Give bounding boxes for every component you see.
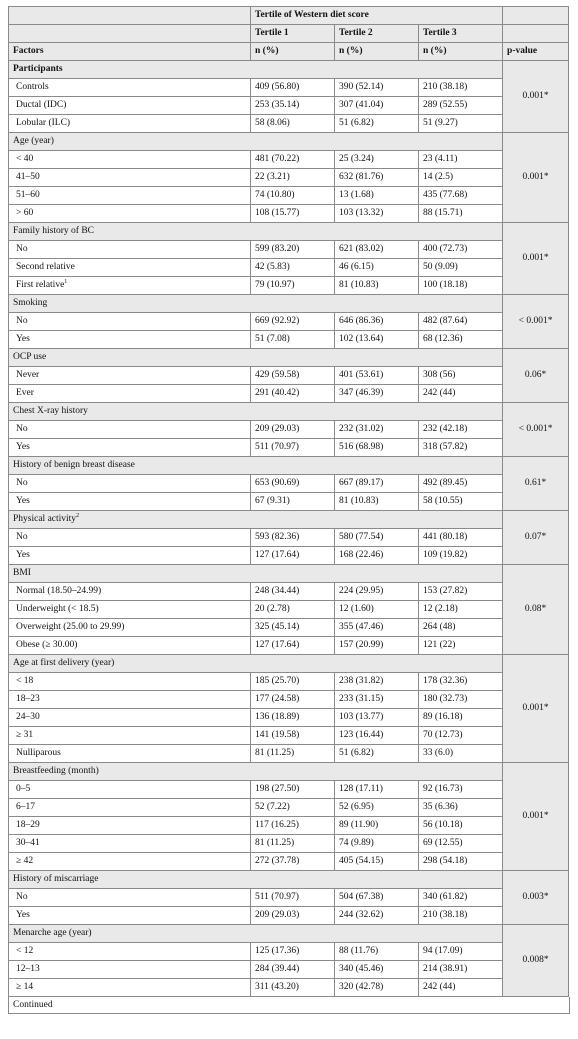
table-row bbox=[9, 637, 569, 655]
row-label: 24–30 bbox=[9, 709, 251, 727]
tertile-3-cell: 121 (22) bbox=[419, 637, 503, 655]
tertile-2-cell: 46 (6.15) bbox=[335, 259, 419, 277]
tertile-2-cell: 81 (10.83) bbox=[335, 277, 419, 295]
row-label: Overweight (25.00 to 29.99) bbox=[9, 619, 251, 637]
tertile-3-cell: 210 (38.18) bbox=[419, 907, 503, 925]
tertile-1-cell: 209 (29.03) bbox=[251, 907, 335, 925]
row-label: Obese (≥ 30.00) bbox=[9, 637, 251, 655]
tertile-1-cell: 291 (40.42) bbox=[251, 385, 335, 403]
tertile-2-cell: 580 (77.54) bbox=[335, 529, 419, 547]
tertile-1-cell: 141 (19.58) bbox=[251, 727, 335, 745]
tertile-3-cell: 289 (52.55) bbox=[419, 97, 503, 115]
tertile-1-cell: 429 (59.58) bbox=[251, 367, 335, 385]
section-header-row bbox=[9, 457, 569, 475]
continued-note: Continued bbox=[8, 997, 570, 1014]
tertile-2-cell: 390 (52.14) bbox=[335, 79, 419, 97]
tertile-2-cell: 51 (6.82) bbox=[335, 745, 419, 763]
tertile-2-cell: 13 (1.68) bbox=[335, 187, 419, 205]
section-header-row bbox=[9, 223, 569, 241]
table-row bbox=[9, 673, 569, 691]
table-row bbox=[9, 943, 569, 961]
row-label: 41–50 bbox=[9, 169, 251, 187]
table-row bbox=[9, 547, 569, 565]
tertile-2-cell: 128 (17.11) bbox=[335, 781, 419, 799]
section-title: History of miscarriage bbox=[9, 871, 503, 889]
tertile-1-cell: 22 (3.21) bbox=[251, 169, 335, 187]
tertile-3-cell: 14 (2.5) bbox=[419, 169, 503, 187]
table-row bbox=[9, 601, 569, 619]
tertile-2-cell: 103 (13.77) bbox=[335, 709, 419, 727]
tertile-3-cell: 35 (6.36) bbox=[419, 799, 503, 817]
p-value-cell: 0.008* bbox=[503, 925, 569, 997]
row-label: No bbox=[9, 313, 251, 331]
table-container bbox=[8, 6, 570, 1014]
tertile-1-cell: 74 (10.80) bbox=[251, 187, 335, 205]
tertile-1-cell: 325 (45.14) bbox=[251, 619, 335, 637]
tertile-3-cell: 70 (12.73) bbox=[419, 727, 503, 745]
tertile-1-header: Tertile 1 bbox=[251, 25, 335, 43]
section-header-row bbox=[9, 403, 569, 421]
tertile-3-cell: 318 (57.82) bbox=[419, 439, 503, 457]
tertile-2-cell: 405 (54.15) bbox=[335, 853, 419, 871]
section-header-row bbox=[9, 133, 569, 151]
tertile-3-cell: 178 (32.36) bbox=[419, 673, 503, 691]
p-value-cell: 0.07* bbox=[503, 511, 569, 565]
row-label: No bbox=[9, 421, 251, 439]
row-label: Ductal (IDC) bbox=[9, 97, 251, 115]
row-label: < 18 bbox=[9, 673, 251, 691]
tertile-3-cell: 400 (72.73) bbox=[419, 241, 503, 259]
section-header-row bbox=[9, 511, 569, 529]
section-title: Age (year) bbox=[9, 133, 503, 151]
section-title: Family history of BC bbox=[9, 223, 503, 241]
table-row bbox=[9, 709, 569, 727]
header-row-group bbox=[9, 7, 569, 25]
tertile-1-cell: 653 (90.69) bbox=[251, 475, 335, 493]
table-row bbox=[9, 961, 569, 979]
p-value-cell: 0.001* bbox=[503, 763, 569, 871]
tertile-3-cell: 33 (6.0) bbox=[419, 745, 503, 763]
tertile-1-cell: 198 (27.50) bbox=[251, 781, 335, 799]
table-row bbox=[9, 313, 569, 331]
row-label: No bbox=[9, 889, 251, 907]
row-label: > 60 bbox=[9, 205, 251, 223]
tertile-1-cell: 209 (29.03) bbox=[251, 421, 335, 439]
tertile-2-cell: 233 (31.15) bbox=[335, 691, 419, 709]
row-label: Second relative bbox=[9, 259, 251, 277]
tertile-1-cell: 79 (10.97) bbox=[251, 277, 335, 295]
table-row bbox=[9, 727, 569, 745]
section-header-row bbox=[9, 295, 569, 313]
row-label: Yes bbox=[9, 493, 251, 511]
table-row bbox=[9, 475, 569, 493]
section-header-row bbox=[9, 763, 569, 781]
row-label: 6–17 bbox=[9, 799, 251, 817]
tertile-3-cell: 69 (12.55) bbox=[419, 835, 503, 853]
table-row bbox=[9, 187, 569, 205]
tertile-2-cell: 646 (86.36) bbox=[335, 313, 419, 331]
section-title: Physical activity$^2$ bbox=[9, 511, 503, 529]
tertile-2-header: Tertile 2 bbox=[335, 25, 419, 43]
tertile-2-cell: 12 (1.60) bbox=[335, 601, 419, 619]
tertile-1-cell: 177 (24.58) bbox=[251, 691, 335, 709]
tertile-1-cell: 67 (9.31) bbox=[251, 493, 335, 511]
tertile-2-cell: 103 (13.32) bbox=[335, 205, 419, 223]
section-header-row bbox=[9, 349, 569, 367]
tertile-3-cell: 89 (16.18) bbox=[419, 709, 503, 727]
tertile-1-cell: 81 (11.25) bbox=[251, 835, 335, 853]
table-row bbox=[9, 799, 569, 817]
table-row bbox=[9, 241, 569, 259]
tertile-3-cell: 153 (27.82) bbox=[419, 583, 503, 601]
table-row bbox=[9, 115, 569, 133]
tertile-2-cell: 81 (10.83) bbox=[335, 493, 419, 511]
tertile-2-cell: 320 (42.78) bbox=[335, 979, 419, 997]
tertile-1-cell: 669 (92.92) bbox=[251, 313, 335, 331]
footnote-marker: 2 bbox=[76, 512, 80, 519]
tertile-1-cell: 511 (70.97) bbox=[251, 889, 335, 907]
footnote-marker: 1 bbox=[64, 278, 68, 285]
tertile-3-cell: 180 (32.73) bbox=[419, 691, 503, 709]
tertile-1-cell: 52 (7.22) bbox=[251, 799, 335, 817]
tertile-3-cell: 242 (44) bbox=[419, 979, 503, 997]
tertile-1-cell: 125 (17.36) bbox=[251, 943, 335, 961]
tertile-3-cell: 308 (56) bbox=[419, 367, 503, 385]
table-row bbox=[9, 79, 569, 97]
table-row bbox=[9, 151, 569, 169]
unit-header-1: n (%) bbox=[251, 43, 335, 61]
tertile-3-cell: 210 (38.18) bbox=[419, 79, 503, 97]
table-row bbox=[9, 97, 569, 115]
tertile-1-cell: 185 (25.70) bbox=[251, 673, 335, 691]
tertile-3-cell: 435 (77.68) bbox=[419, 187, 503, 205]
pvalue-header-spacer bbox=[503, 7, 569, 25]
row-label: 12–13 bbox=[9, 961, 251, 979]
tertile-2-cell: 355 (47.46) bbox=[335, 619, 419, 637]
tertile-2-cell: 74 (9.89) bbox=[335, 835, 419, 853]
header-row-units bbox=[9, 43, 569, 61]
table-row bbox=[9, 979, 569, 997]
table-row bbox=[9, 439, 569, 457]
unit-header-3: n (%) bbox=[419, 43, 503, 61]
tertile-2-cell: 347 (46.39) bbox=[335, 385, 419, 403]
p-value-cell: 0.06* bbox=[503, 349, 569, 403]
section-title: Participants bbox=[9, 61, 503, 79]
tertile-2-cell: 244 (32.62) bbox=[335, 907, 419, 925]
p-value-cell: 0.61* bbox=[503, 457, 569, 511]
table-row bbox=[9, 745, 569, 763]
table-row bbox=[9, 889, 569, 907]
tertile-3-cell: 23 (4.11) bbox=[419, 151, 503, 169]
table-row bbox=[9, 781, 569, 799]
tertile-2-cell: 632 (81.76) bbox=[335, 169, 419, 187]
section-header-row bbox=[9, 655, 569, 673]
row-label: 30–41 bbox=[9, 835, 251, 853]
tertile-3-cell: 214 (38.91) bbox=[419, 961, 503, 979]
tertile-1-cell: 108 (15.77) bbox=[251, 205, 335, 223]
tertile-1-cell: 409 (56.80) bbox=[251, 79, 335, 97]
section-title: History of benign breast disease bbox=[9, 457, 503, 475]
table-row bbox=[9, 259, 569, 277]
tertile-group-header: Tertile of Western diet score bbox=[251, 7, 503, 25]
factors-header: Factors bbox=[9, 43, 251, 61]
tertile-1-cell: 81 (11.25) bbox=[251, 745, 335, 763]
row-label: 0–5 bbox=[9, 781, 251, 799]
section-title: BMI bbox=[9, 565, 503, 583]
tertile-2-cell: 340 (45.46) bbox=[335, 961, 419, 979]
tertile-3-cell: 232 (42.18) bbox=[419, 421, 503, 439]
table-row bbox=[9, 493, 569, 511]
table-row bbox=[9, 691, 569, 709]
unit-header-2: n (%) bbox=[335, 43, 419, 61]
tertile-3-cell: 298 (54.18) bbox=[419, 853, 503, 871]
tertile-2-cell: 516 (68.98) bbox=[335, 439, 419, 457]
row-label: No bbox=[9, 529, 251, 547]
row-label: Lobular (ILC) bbox=[9, 115, 251, 133]
row-label: < 12 bbox=[9, 943, 251, 961]
header-row-tertiles bbox=[9, 25, 569, 43]
row-label: Normal (18.50–24.99) bbox=[9, 583, 251, 601]
factors-header-spacer bbox=[9, 7, 251, 25]
table-row bbox=[9, 817, 569, 835]
tertile-3-cell: 441 (80.18) bbox=[419, 529, 503, 547]
tertile-1-cell: 117 (16.25) bbox=[251, 817, 335, 835]
tertile-2-cell: 51 (6.82) bbox=[335, 115, 419, 133]
tertile-1-cell: 311 (43.20) bbox=[251, 979, 335, 997]
p-value-cell: 0.003* bbox=[503, 871, 569, 925]
p-value-cell: 0.001* bbox=[503, 133, 569, 223]
tertile-1-cell: 127 (17.64) bbox=[251, 637, 335, 655]
tertile-1-cell: 253 (35.14) bbox=[251, 97, 335, 115]
western-diet-table bbox=[8, 6, 569, 997]
row-label: No bbox=[9, 241, 251, 259]
tertile-3-cell: 50 (9.09) bbox=[419, 259, 503, 277]
tertile-1-cell: 51 (7.08) bbox=[251, 331, 335, 349]
tertile-2-cell: 238 (31.82) bbox=[335, 673, 419, 691]
row-label: ≥ 31 bbox=[9, 727, 251, 745]
row-label: Ever bbox=[9, 385, 251, 403]
tertile-2-cell: 621 (83.02) bbox=[335, 241, 419, 259]
tertile-1-cell: 272 (37.78) bbox=[251, 853, 335, 871]
tertile-1-cell: 511 (70.97) bbox=[251, 439, 335, 457]
tertile-2-cell: 232 (31.02) bbox=[335, 421, 419, 439]
table-row bbox=[9, 385, 569, 403]
tertile-1-cell: 599 (83.20) bbox=[251, 241, 335, 259]
table-row bbox=[9, 529, 569, 547]
tertile-2-cell: 102 (13.64) bbox=[335, 331, 419, 349]
table-row bbox=[9, 853, 569, 871]
row-label: ≥ 42 bbox=[9, 853, 251, 871]
table-row bbox=[9, 907, 569, 925]
section-title: Chest X-ray history bbox=[9, 403, 503, 421]
row-label: First relative$^1$ bbox=[9, 277, 251, 295]
tertile-2-cell: 224 (29.95) bbox=[335, 583, 419, 601]
section-title: Age at first delivery (year) bbox=[9, 655, 503, 673]
tertile-2-cell: 89 (11.90) bbox=[335, 817, 419, 835]
table-row bbox=[9, 421, 569, 439]
p-value-cell: 0.08* bbox=[503, 565, 569, 655]
row-label: 51–60 bbox=[9, 187, 251, 205]
tertile-3-cell: 264 (48) bbox=[419, 619, 503, 637]
row-label: ≥ 14 bbox=[9, 979, 251, 997]
tertile-1-cell: 127 (17.64) bbox=[251, 547, 335, 565]
section-header-row bbox=[9, 565, 569, 583]
tertile-3-cell: 68 (12.36) bbox=[419, 331, 503, 349]
tertile-2-cell: 88 (11.76) bbox=[335, 943, 419, 961]
tertile-3-cell: 56 (10.18) bbox=[419, 817, 503, 835]
tertile-2-cell: 25 (3.24) bbox=[335, 151, 419, 169]
section-title: OCP use bbox=[9, 349, 503, 367]
tertile-1-cell: 593 (82.36) bbox=[251, 529, 335, 547]
tertile-3-cell: 94 (17.09) bbox=[419, 943, 503, 961]
row-label: No bbox=[9, 475, 251, 493]
section-header-row bbox=[9, 925, 569, 943]
tertile-3-cell: 51 (9.27) bbox=[419, 115, 503, 133]
row-label: Nulliparous bbox=[9, 745, 251, 763]
table-row bbox=[9, 835, 569, 853]
tertile-2-cell: 307 (41.04) bbox=[335, 97, 419, 115]
table-row bbox=[9, 331, 569, 349]
tertile-3-cell: 340 (61.82) bbox=[419, 889, 503, 907]
p-value-cell: 0.001* bbox=[503, 655, 569, 763]
row-label: 18–23 bbox=[9, 691, 251, 709]
tertile-3-cell: 482 (87.64) bbox=[419, 313, 503, 331]
tertile-1-cell: 42 (5.83) bbox=[251, 259, 335, 277]
tertile-2-cell: 401 (53.61) bbox=[335, 367, 419, 385]
section-title: Menarche age (year) bbox=[9, 925, 503, 943]
tertile-3-cell: 109 (19.82) bbox=[419, 547, 503, 565]
tertile-3-cell: 58 (10.55) bbox=[419, 493, 503, 511]
table-row bbox=[9, 583, 569, 601]
tertile-1-cell: 284 (39.44) bbox=[251, 961, 335, 979]
table-body bbox=[9, 61, 569, 997]
tertile-3-cell: 492 (89.45) bbox=[419, 475, 503, 493]
tertile-1-cell: 248 (34.44) bbox=[251, 583, 335, 601]
row-label: Underweight (< 18.5) bbox=[9, 601, 251, 619]
tertile-2-cell: 52 (6.95) bbox=[335, 799, 419, 817]
tertile-3-header: Tertile 3 bbox=[419, 25, 503, 43]
p-value-cell: < 0.001* bbox=[503, 403, 569, 457]
tertile-3-cell: 92 (16.73) bbox=[419, 781, 503, 799]
section-title: Breastfeeding (month) bbox=[9, 763, 503, 781]
tertile-3-cell: 12 (2.18) bbox=[419, 601, 503, 619]
tertile-3-cell: 242 (44) bbox=[419, 385, 503, 403]
tertile-2-cell: 157 (20.99) bbox=[335, 637, 419, 655]
p-value-cell: 0.001* bbox=[503, 223, 569, 295]
row-label: Yes bbox=[9, 331, 251, 349]
table-row bbox=[9, 277, 569, 295]
row-label: Controls bbox=[9, 79, 251, 97]
tertile-1-cell: 481 (70.22) bbox=[251, 151, 335, 169]
tertile-1-cell: 136 (18.89) bbox=[251, 709, 335, 727]
section-header-row bbox=[9, 871, 569, 889]
row-label: Yes bbox=[9, 439, 251, 457]
section-title: Smoking bbox=[9, 295, 503, 313]
section-header-row bbox=[9, 61, 569, 79]
row-label: Yes bbox=[9, 907, 251, 925]
row-label: Yes bbox=[9, 547, 251, 565]
pvalue-header: p-value bbox=[503, 43, 569, 61]
tertile-2-cell: 168 (22.46) bbox=[335, 547, 419, 565]
tertile-2-cell: 123 (16.44) bbox=[335, 727, 419, 745]
row-label: < 40 bbox=[9, 151, 251, 169]
tertile-3-cell: 100 (18.18) bbox=[419, 277, 503, 295]
table-row bbox=[9, 619, 569, 637]
tertile-2-cell: 504 (67.38) bbox=[335, 889, 419, 907]
table-row bbox=[9, 169, 569, 187]
tertile-1-cell: 20 (2.78) bbox=[251, 601, 335, 619]
row-label: 18–29 bbox=[9, 817, 251, 835]
row-label: Never bbox=[9, 367, 251, 385]
tertile-1-cell: 58 (8.06) bbox=[251, 115, 335, 133]
table-row bbox=[9, 367, 569, 385]
tertile-2-cell: 667 (89.17) bbox=[335, 475, 419, 493]
p-value-cell: < 0.001* bbox=[503, 295, 569, 349]
table-row bbox=[9, 205, 569, 223]
p-value-cell: 0.001* bbox=[503, 61, 569, 133]
tertile-3-cell: 88 (15.71) bbox=[419, 205, 503, 223]
